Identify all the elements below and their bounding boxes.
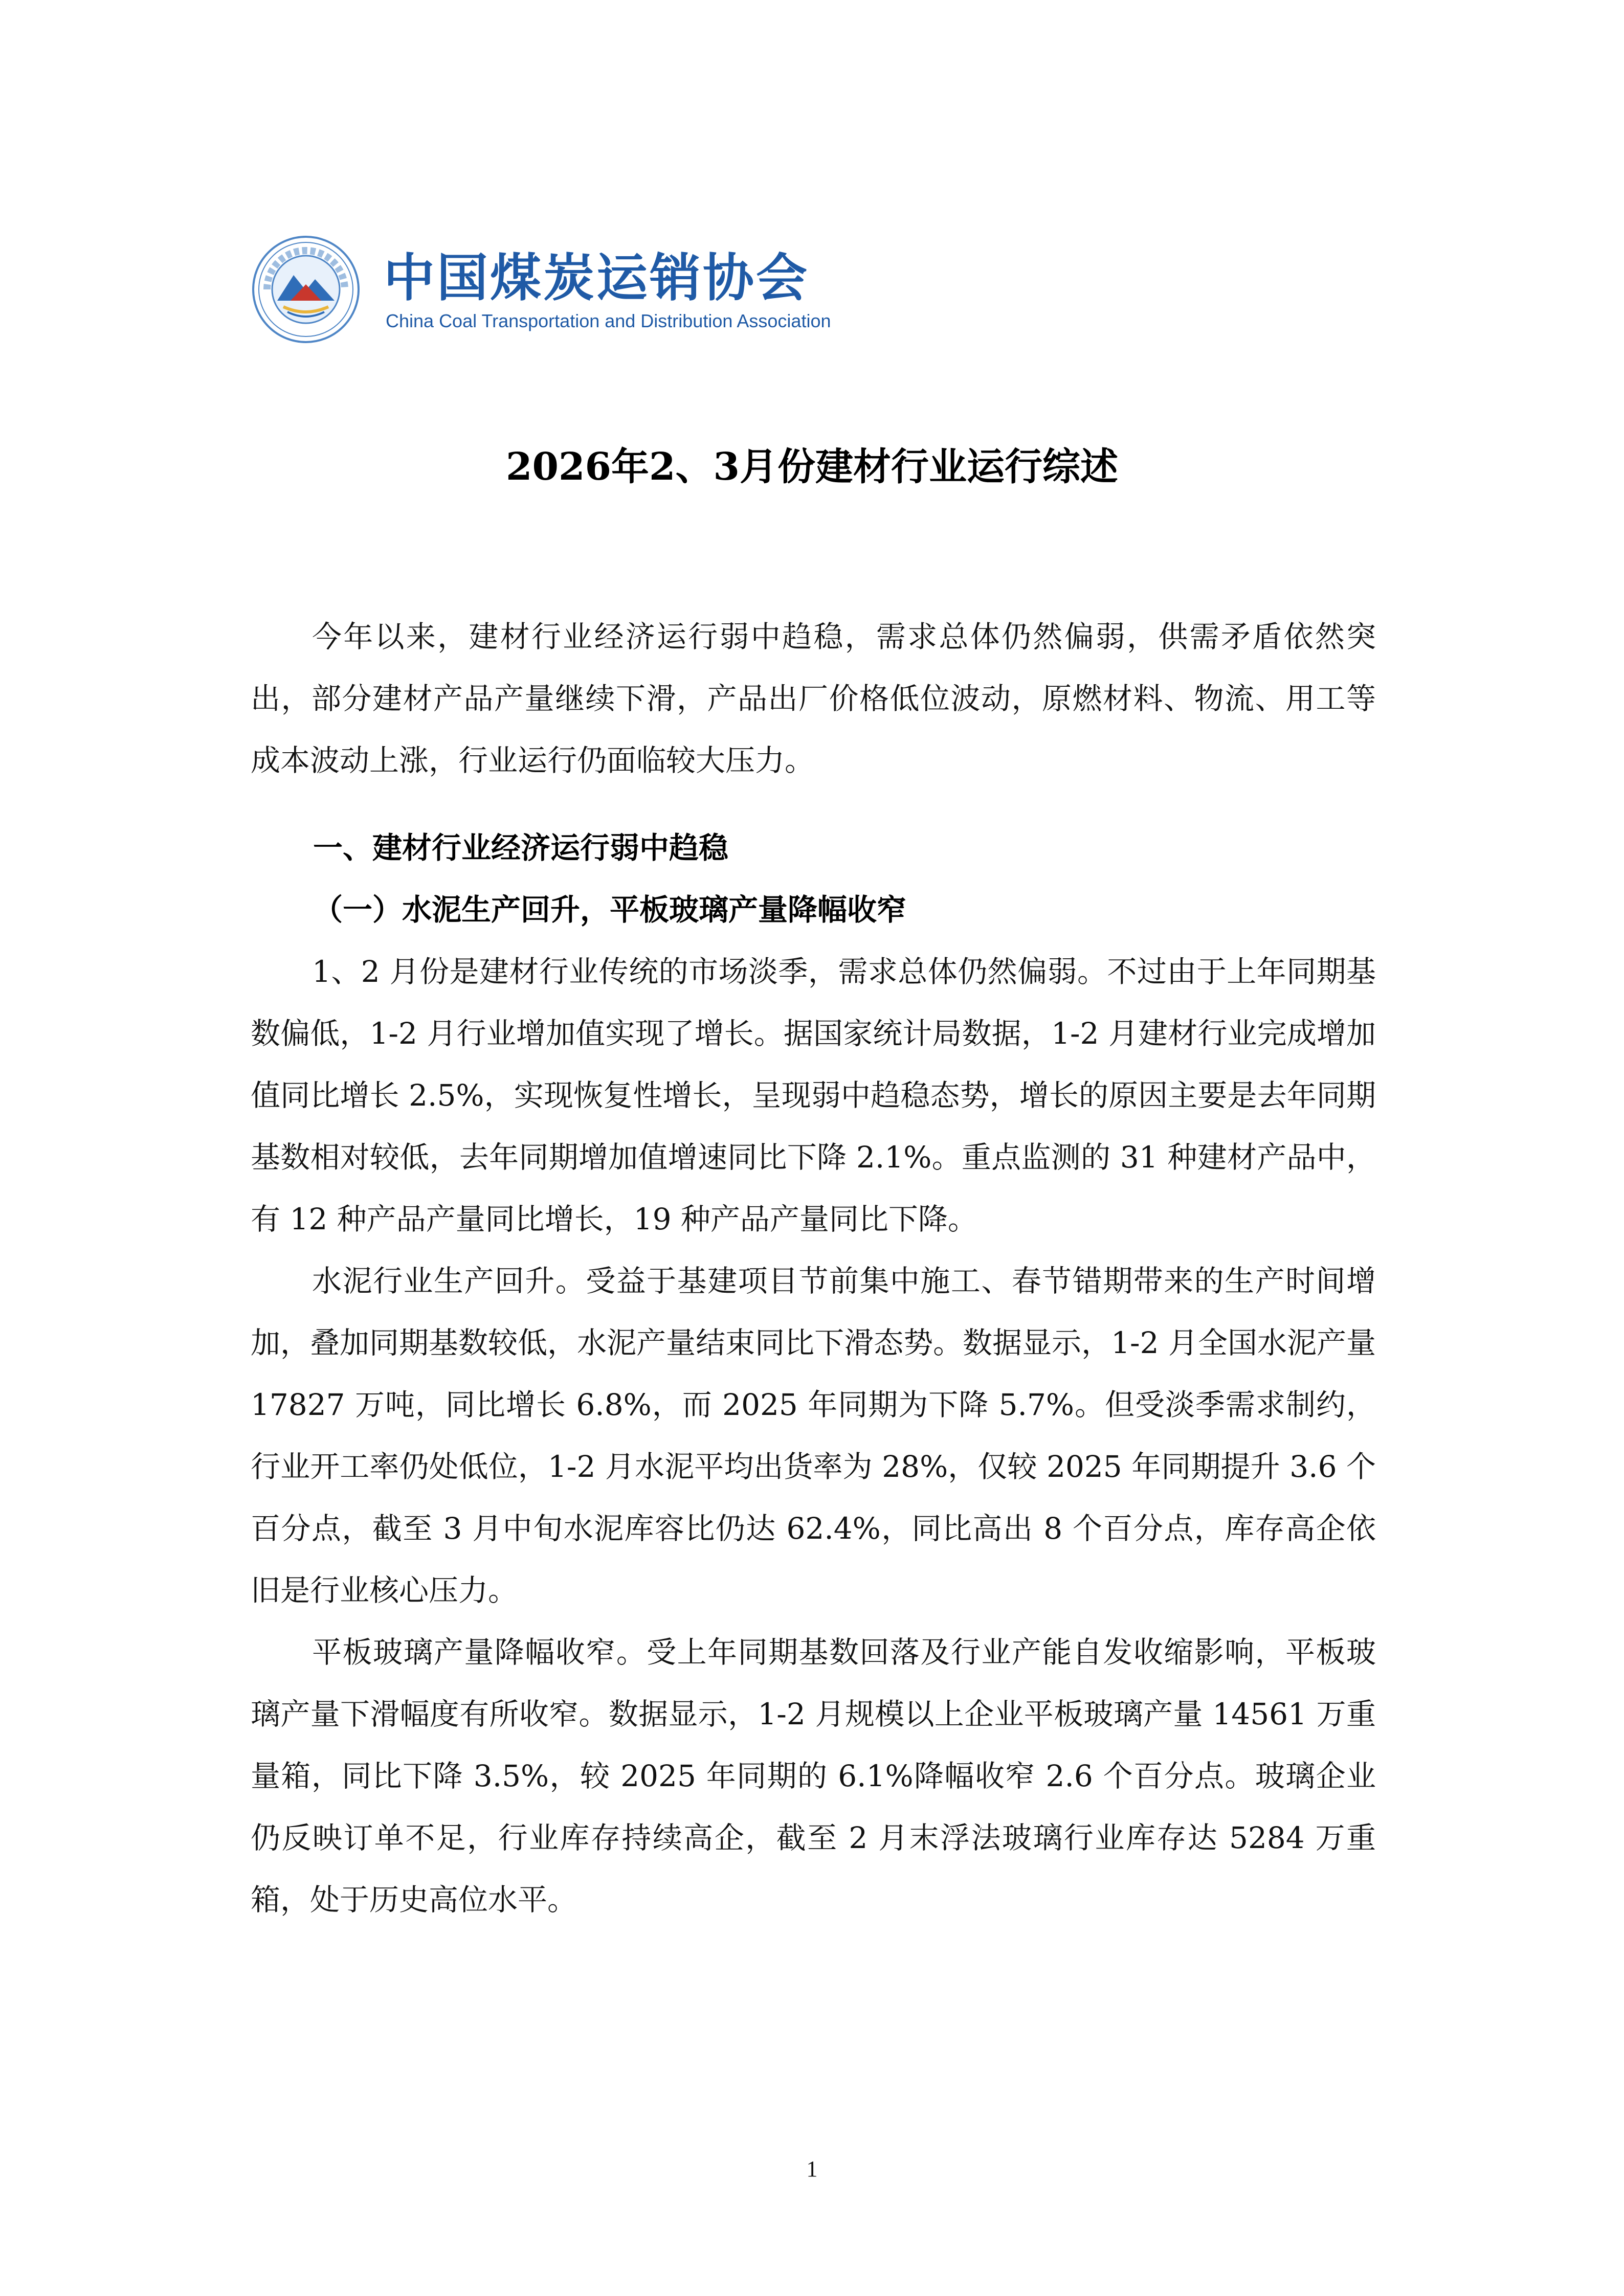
document-body: [251, 606, 1376, 1931]
document-title: 2026年2、3月份建材行业运行综述: [506, 444, 1118, 489]
association-seal-icon: [252, 235, 360, 344]
subsection-heading: （一）水泥生产回升，平板玻璃产量降幅收窄: [313, 892, 907, 927]
org-name-chinese: 中国煤炭运销协会: [384, 248, 809, 308]
paragraph-industry-overview: 1、2 月份是建材行业传统的市场淡季，需求总体仍然偏弱。不过由于上年同期基数偏低，1-2 月行业增加值实现了增长。据国家统计局数据，1-2 月建材行业完成增加值同比增长 2.5%，实现恢复性增长，呈现弱中趋稳态势，增长的原因主要是去年同期基数相对较低，去年同期增加值增速同比下降 2.1%。重点监测的 31 种建材产品中，有 12 种产品产量同比增长，19 种产品产量同比下降。: [251, 954, 1376, 1236]
org-logo-header: [252, 235, 840, 358]
paragraph-flat-glass: 平板玻璃产量降幅收窄。受上年同期基数回落及行业产能自发收缩影响，平板玻璃产量下滑幅度有所收窄。数据显示，1-2 月规模以上企业平板玻璃产量 14561 万重量箱，同比下降 3.5%，较 2025 年同期的 6.1%降幅收窄 2.6 个百分点。玻璃企业仍反映订单不足，行业库存持续高企，截至 2 月末浮法玻璃行业库存达 5284 万重箱，处于历史高位水平。: [251, 1635, 1376, 1917]
paragraph-cement: 水泥行业生产回升。受益于基建项目节前集中施工、春节错期带来的生产时间增加，叠加同期基数较低，水泥产量结束同比下滑态势。数据显示，1-2 月全国水泥产量 17827 万吨，同比增长 6.8%，而 2025 年同期为下降 5.7%。但受淡季需求制约，行业开工率仍处低位，1-2 月水泥平均出货率为 28%，仅较 2025 年同期提升 3.6 个百分点，截至 3 月中旬水泥库容比仍达 62.4%，同比高出 8 个百分点，库存高企依旧是行业核心压力。: [251, 1264, 1376, 1608]
section-heading: 一、建材行业经济运行弱中趋稳: [313, 830, 729, 865]
org-name-english: China Coal Transportation and Distribution Association: [386, 310, 831, 331]
intro-paragraph: 今年以来，建材行业经济运行弱中趋稳，需求总体仍然偏弱，供需矛盾依然突出，部分建材产品产量继续下滑，产品出厂价格低位波动，原燃材料、物流、用工等成本波动上涨，行业运行仍面临较大压力。: [251, 619, 1376, 778]
page-number: 1: [806, 2156, 818, 2181]
